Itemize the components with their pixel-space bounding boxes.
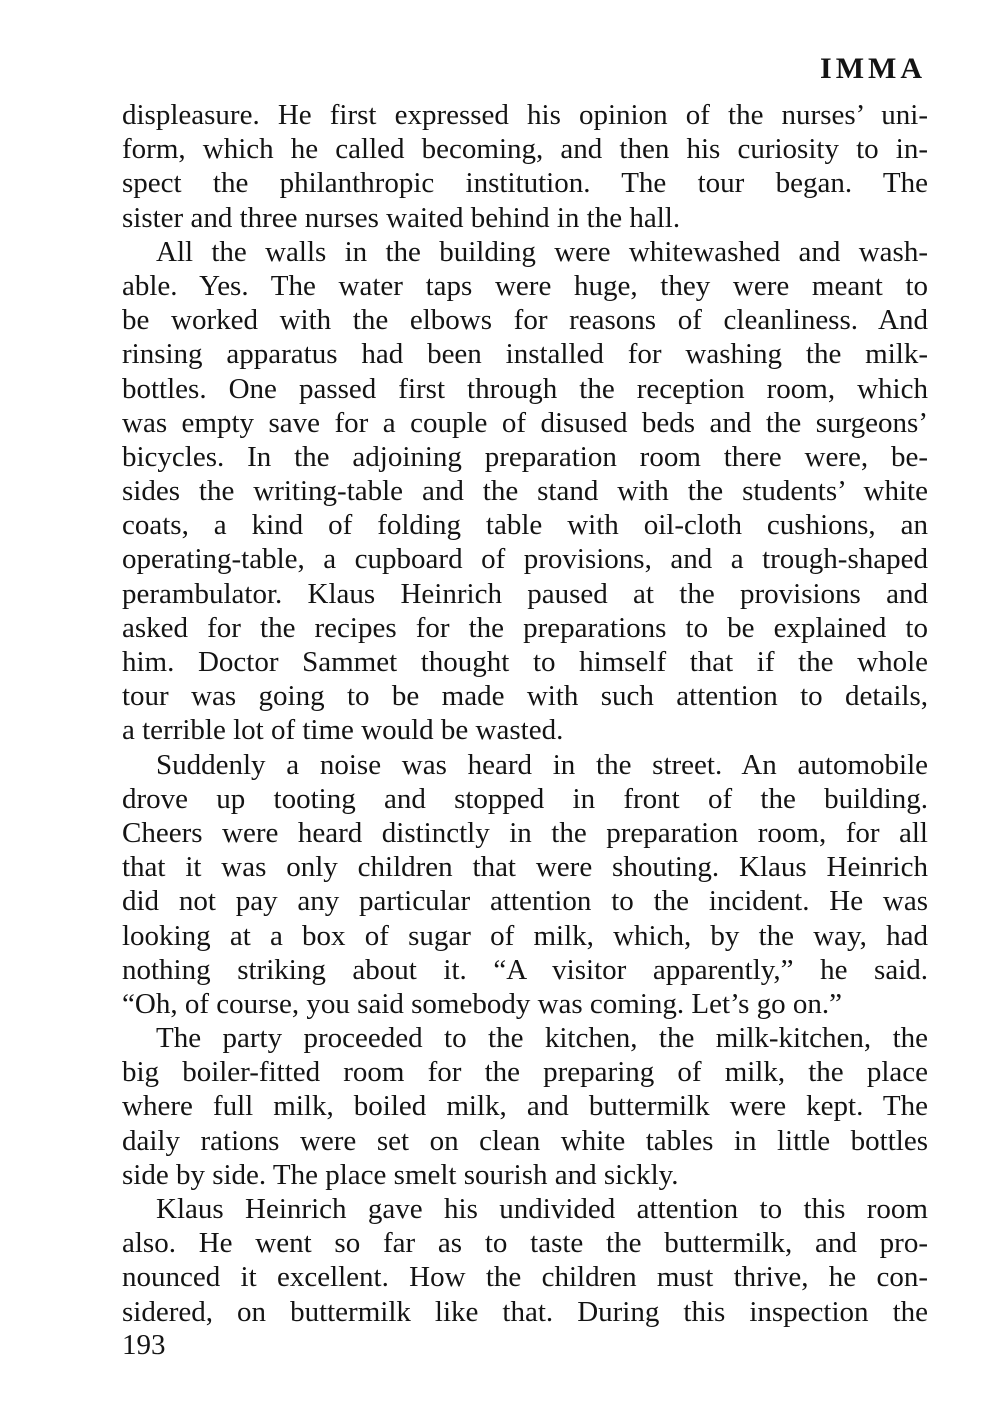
text-line: be worked with the elbows for reasons of cleanliness. And: [122, 304, 928, 337]
paragraph: [122, 1192, 928, 1329]
text-line: looking at a box of sugar of milk, which, by the way, had: [122, 919, 928, 952]
text-line: “Oh, of course, you said somebody was coming. Let’s go on.”: [122, 987, 843, 1020]
text-line: side by side. The place smelt sourish and sickly.: [122, 1158, 679, 1191]
running-head-title: IMMA: [820, 52, 926, 85]
text-line: sidered, on buttermilk like that. During this inspection the: [122, 1295, 928, 1328]
text-line: Cheers were heard distinctly in the preparation room, for all: [122, 816, 928, 849]
text-line: where full milk, boiled milk, and buttermilk were kept. The: [122, 1090, 928, 1123]
text-line: Klaus Heinrich gave his undivided attention to this room: [156, 1193, 928, 1225]
text-line: Suddenly a noise was heard in the street. An automobile: [156, 748, 928, 781]
text-line: daily rations were set on clean white tables in little bottles: [122, 1124, 928, 1157]
text-line: nounced it excellent. How the children must thrive, he con-: [122, 1261, 928, 1294]
text-line: bicycles. In the adjoining preparation room there were, be-: [122, 440, 928, 473]
text-line: spect the philanthropic institution. The tour began. The: [122, 167, 928, 200]
paragraph: [122, 235, 928, 748]
text-line: nothing striking about it. “A visitor apparently,” he said.: [122, 953, 928, 986]
text-line: a terrible lot of time would be wasted.: [122, 714, 564, 747]
text-line: drove up tooting and stopped in front of the building.: [122, 782, 928, 815]
text-line: tour was going to be made with such attention to details,: [122, 680, 928, 713]
text-line: coats, a kind of folding table with oil-cloth cushions, an: [122, 509, 928, 542]
text-line: displeasure. He first expressed his opinion of the nurses’ uni-: [122, 99, 928, 131]
text-line: big boiler-fitted room for the preparing of milk, the place: [122, 1056, 928, 1089]
text-line: sides the writing-table and the stand with the students’ white: [122, 475, 928, 508]
paragraph: [122, 1021, 928, 1192]
text-line: also. He went so far as to taste the buttermilk, and pro-: [122, 1227, 928, 1260]
text-line: able. Yes. The water taps were huge, they were meant to: [122, 269, 928, 302]
text-line: The party proceeded to the kitchen, the milk-kitchen, the: [156, 1022, 928, 1055]
text-line: sister and three nurses waited behind in the hall.: [122, 201, 681, 234]
text-line: rinsing apparatus had been installed for washing the milk-: [122, 338, 928, 371]
text-line: asked for the recipes for the preparations to be explained to: [122, 611, 928, 644]
text-line: was empty save for a couple of disused beds and the surgeons’: [122, 406, 928, 439]
paragraph: [122, 98, 928, 235]
text-line: did not pay any particular attention to the incident. He was: [122, 885, 928, 918]
body-text: [122, 98, 928, 1329]
paragraph: [122, 748, 928, 1022]
text-line: that it was only children that were shouting. Klaus Heinrich: [122, 851, 928, 884]
page-number: 193: [122, 1329, 166, 1361]
text-line: All the walls in the building were whitewashed and wash-: [156, 235, 928, 268]
text-line: operating-table, a cupboard of provisions, and a trough-shaped: [122, 543, 928, 576]
text-line: form, which he called becoming, and then his curiosity to in-: [122, 133, 928, 166]
text-line: perambulator. Klaus Heinrich paused at the provisions and: [122, 577, 928, 610]
text-line: him. Doctor Sammet thought to himself that if the whole: [122, 646, 928, 678]
text-line: bottles. One passed first through the reception room, which: [122, 372, 928, 405]
